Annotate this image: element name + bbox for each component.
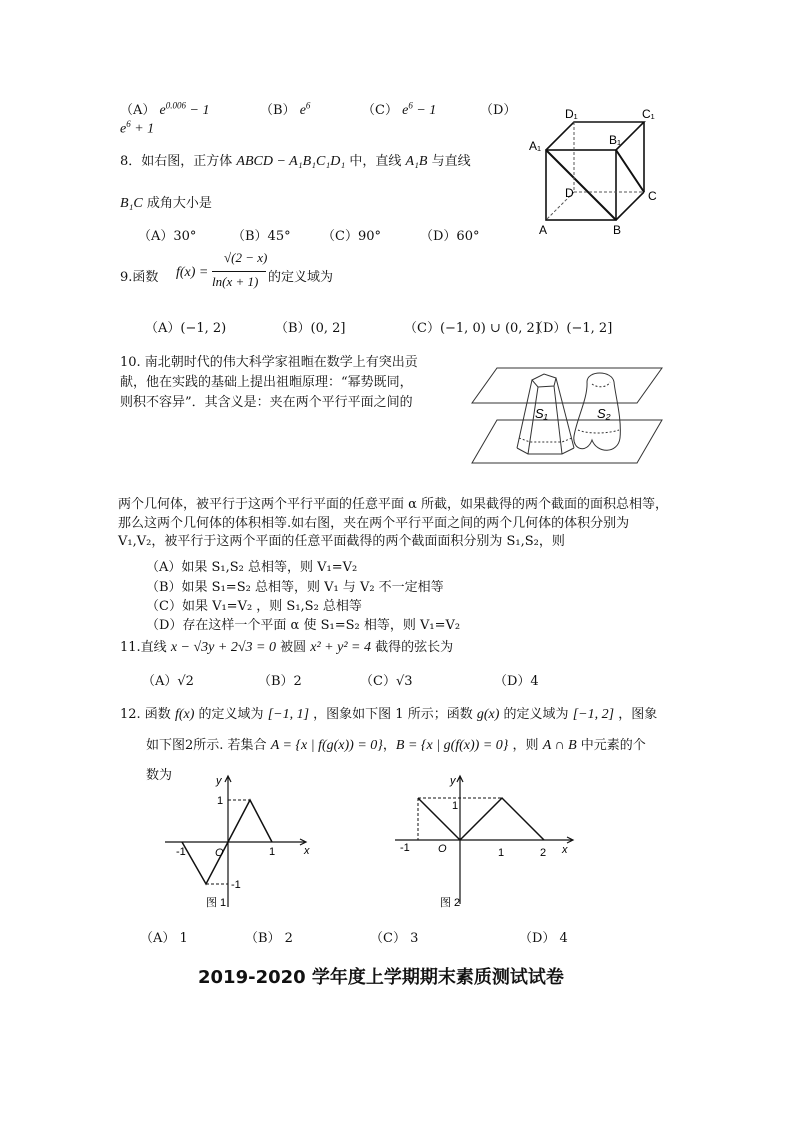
vertex-a1: A₁ [529, 139, 542, 153]
q12-line1: 12. 函数 f(x) 的定义域为 [−1, 1] ，图象如下图 1 所示；函数 g(x) 的定义域为 [−1, 2] ，图象 [120, 707, 658, 722]
q7-option-c-label: （C） [362, 103, 398, 118]
q7-option-a-math: $e^{0.006} - 1$ [159, 100, 210, 118]
fig2-label-two-x: 2 [540, 847, 547, 859]
vertex-c1: C₁ [642, 107, 655, 121]
q8-option-c: （C）90° [322, 229, 381, 244]
vertex-d1: D₁ [565, 107, 578, 121]
q9-prefix: 9.函数 [120, 270, 159, 285]
q12-option-c: （C） 3 [370, 931, 419, 946]
fig2-label-one-y: 1 [452, 800, 459, 812]
q7-option-a [120, 99, 209, 119]
q8-cube-figure [525, 100, 675, 240]
q10-option-a: （A）如果 S₁,S₂ 总相等，则 V₁=V₂ [146, 560, 358, 575]
q12-option-d: （D） 4 [519, 931, 568, 946]
q12-line2: 如下图2所示. 若集合 A = {x | f(g(x)) = 0}，B = {x | g(f(x)) = 0} ，则 A ∩ B 中元素的个 [146, 738, 646, 753]
q11-line: 11.直线 x − √3y + 2√3 = 0 被圆 x² + y² = 4 截得的弦长为 [120, 640, 454, 655]
cube-top-back [546, 122, 644, 150]
q9-numerator: √(2 − x) [224, 250, 268, 265]
fig2-caption: 图 2 [440, 897, 461, 909]
q11-option-b: （B）2 [258, 674, 302, 689]
line-b1c [616, 150, 644, 192]
q7-option-d-math: $e^6 + 1$ [120, 119, 155, 137]
q10-paragraph: 两个几何体，被平行于这两个平行平面的任意平面 α 所截，如果截得的两个截面的面积总相等，那么这两个几何体的体积相等.如右图，夹在两个平行平面之间的两个几何体的体积分别为 V₁,V₂，被平行于这两个平面的任意平面截得的两个截面面积分别为 S₁,S₂，则 [118, 497, 669, 549]
q9-option-c: （C）(−1, 0) ∪ (0, 2] [404, 321, 540, 336]
q12-line3: 数为 [146, 768, 173, 783]
fig1-label-y: y [216, 775, 222, 787]
q11-line-eq: x − √3y + 2√3 = 0 [170, 640, 276, 655]
q10-option-b: （B）如果 S₁=S₂ 总相等，则 V₁ 与 V₂ 不一定相等 [146, 580, 444, 595]
q10-option-d: （D）存在这样一个平面 α 使 S₁=S₂ 相等，则 V₁=V₂ [146, 618, 461, 633]
line-a1b [546, 150, 616, 220]
q9-denominator: ln(x + 1) [212, 274, 259, 289]
q11-circle-eq: x² + y² = 4 [310, 640, 371, 655]
q8-line-a: A₁B [405, 154, 428, 169]
upper-plane [472, 368, 662, 403]
q12-figure-2 [390, 772, 580, 912]
vertex-d: D [565, 186, 574, 200]
q10-line1: 10. 南北朝时代的伟大科学家祖暅在数学上有突出贡 [120, 355, 418, 370]
q11-option-c: （C）√3 [360, 674, 413, 689]
fig2-label-one-x: 1 [498, 847, 505, 859]
q10-line2: 献，他在实践的基础上提出祖暅原理：“幂势既同， [120, 375, 413, 390]
vertex-b: B [613, 223, 622, 237]
q9-suffix: 的定义域为 [268, 270, 334, 285]
q7-option-b-label: （B） [260, 103, 296, 118]
exam-title: 2019-2020 学年度上学期期末素质测试试卷 [198, 967, 564, 988]
q10-s2-label: S₂ [597, 406, 611, 421]
q9-option-a: （A）(−1, 2) [145, 321, 227, 336]
q11-option-a: （A）√2 [142, 674, 194, 689]
q7-option-b [260, 99, 310, 119]
q7-option-b-math: $e^6$ [299, 100, 311, 118]
fig1-label-x: x [304, 845, 310, 857]
q8-option-b: （B）45° [232, 229, 291, 244]
q10-option-c: （C）如果 V₁=V₂ ，则 S₁,S₂ 总相等 [146, 599, 362, 614]
q8-cube-name: ABCD − A₁B₁C₁D₁ [236, 154, 346, 169]
vertex-b1: B₁ [609, 133, 622, 147]
left-solid-top [532, 374, 556, 387]
fig2-label-neg1-x: -1 [400, 842, 410, 854]
vertex-c: C [648, 189, 657, 203]
fig1-caption: 图 1 [206, 897, 227, 909]
q8-line2: B₁C 成角大小是 [120, 196, 212, 211]
fig2-graph [418, 798, 544, 840]
fig2-label-x: x [562, 844, 568, 856]
fig2-label-y: y [450, 775, 456, 787]
q7-option-d [480, 99, 516, 118]
q9-func: f(x) = [176, 265, 209, 280]
q7-option-d-label: （D） [480, 103, 517, 118]
vertex-a: A [539, 223, 548, 237]
lower-plane [472, 420, 662, 463]
q10-line3: 则积不容异”．其含义是：夹在两个平行平面之间的 [120, 395, 413, 410]
q8-line-b: B₁C [120, 196, 143, 211]
q11-option-d: （D）4 [494, 674, 539, 689]
q12-option-a: （A） 1 [140, 931, 188, 946]
q10-solids-figure [462, 358, 682, 470]
q8-line1: 8．如右图，正方体 ABCD − A₁B₁C₁D₁ 中，直线 A₁B 与直线 [120, 154, 471, 169]
q12-figure-1 [160, 772, 320, 912]
q10-s1-label: S₁ [535, 406, 548, 421]
q7-option-c [362, 99, 436, 119]
fig1-label-neg1-y: -1 [231, 879, 241, 891]
cube-right-bottom-edge [616, 192, 644, 220]
q12-option-b: （B） 2 [245, 931, 293, 946]
q7-option-a-label: （A） [120, 103, 156, 118]
fig1-label-neg1-x: -1 [176, 846, 186, 858]
fig2-label-origin: O [438, 843, 447, 855]
fig1-label-origin: O [215, 847, 224, 859]
fig1-label-one-x: 1 [269, 846, 276, 858]
q7-option-c-math: $e^6 - 1$ [402, 100, 437, 118]
q9-option-b: （B）(0, 2] [275, 321, 346, 336]
q9-fraction-bar [212, 271, 266, 272]
fig1-label-one-y: 1 [217, 795, 224, 807]
q9-option-d: （D）(−1, 2] [530, 321, 613, 336]
q8-option-a: （A）30° [138, 229, 197, 244]
q8-option-d: （D）60° [420, 229, 480, 244]
